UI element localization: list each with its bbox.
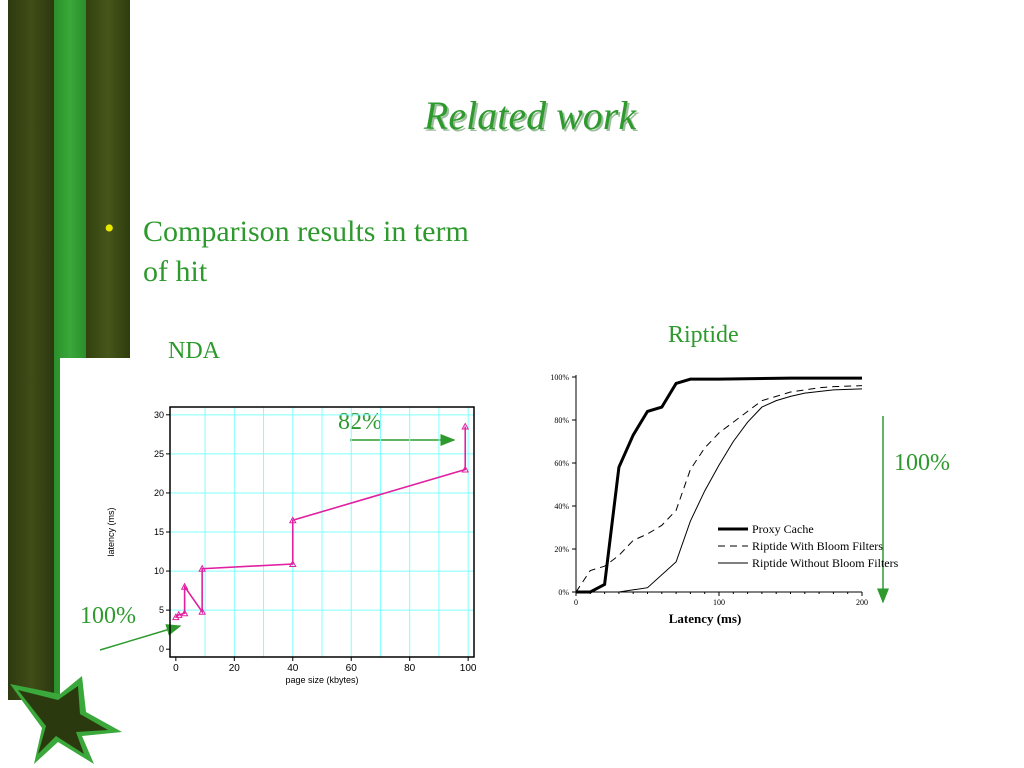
annotation-100-percent-right: 100% bbox=[894, 450, 950, 476]
y-tick-label: 5 bbox=[158, 605, 164, 616]
riptide-chart-title: Riptide bbox=[668, 322, 739, 348]
y-axis-label: latency (ms) bbox=[106, 507, 116, 557]
x-tick-label: 20 bbox=[228, 663, 240, 674]
x-axis-label: Latency (ms) bbox=[668, 611, 742, 626]
x-tick-label: 0 bbox=[574, 598, 578, 607]
x-tick-label: 60 bbox=[345, 663, 357, 674]
y-tick-label: 30 bbox=[153, 409, 164, 420]
annotation-100-percent-left: 100% bbox=[80, 603, 136, 629]
y-tick-label: 20 bbox=[153, 487, 164, 498]
x-tick-label: 80 bbox=[404, 663, 416, 674]
y-tick-label: 0 bbox=[158, 644, 164, 655]
y-tick-label: 40% bbox=[554, 502, 569, 511]
slide-title: Related work bbox=[423, 93, 637, 138]
bullet-marker: • bbox=[104, 212, 115, 245]
y-tick-label: 60% bbox=[554, 459, 569, 468]
x-tick-label: 100 bbox=[459, 663, 477, 674]
x-tick-label: 100 bbox=[713, 598, 725, 607]
bullet-text: Comparison results in term of hit bbox=[143, 215, 469, 288]
x-tick-label: 0 bbox=[173, 663, 179, 674]
y-tick-label: 100% bbox=[550, 373, 569, 382]
nda-chart-title: NDA bbox=[168, 338, 220, 364]
legend-label-1: Proxy Cache bbox=[752, 522, 814, 536]
annotation-82-percent: 82% bbox=[338, 409, 382, 435]
x-tick-label: 200 bbox=[856, 598, 868, 607]
y-tick-label: 15 bbox=[153, 527, 164, 537]
x-tick-label: 40 bbox=[287, 663, 299, 674]
y-tick-label: 10 bbox=[153, 566, 164, 577]
y-tick-label: 80% bbox=[554, 416, 569, 425]
y-tick-label: 25 bbox=[153, 448, 164, 459]
legend-label-3: Riptide Without Bloom Filters bbox=[752, 556, 899, 570]
y-tick-label: 0% bbox=[558, 588, 569, 597]
legend-label-2: Riptide With Bloom Filters bbox=[752, 539, 883, 553]
x-axis-label: page size (kbytes) bbox=[285, 675, 359, 685]
y-tick-label: 20% bbox=[554, 545, 569, 554]
